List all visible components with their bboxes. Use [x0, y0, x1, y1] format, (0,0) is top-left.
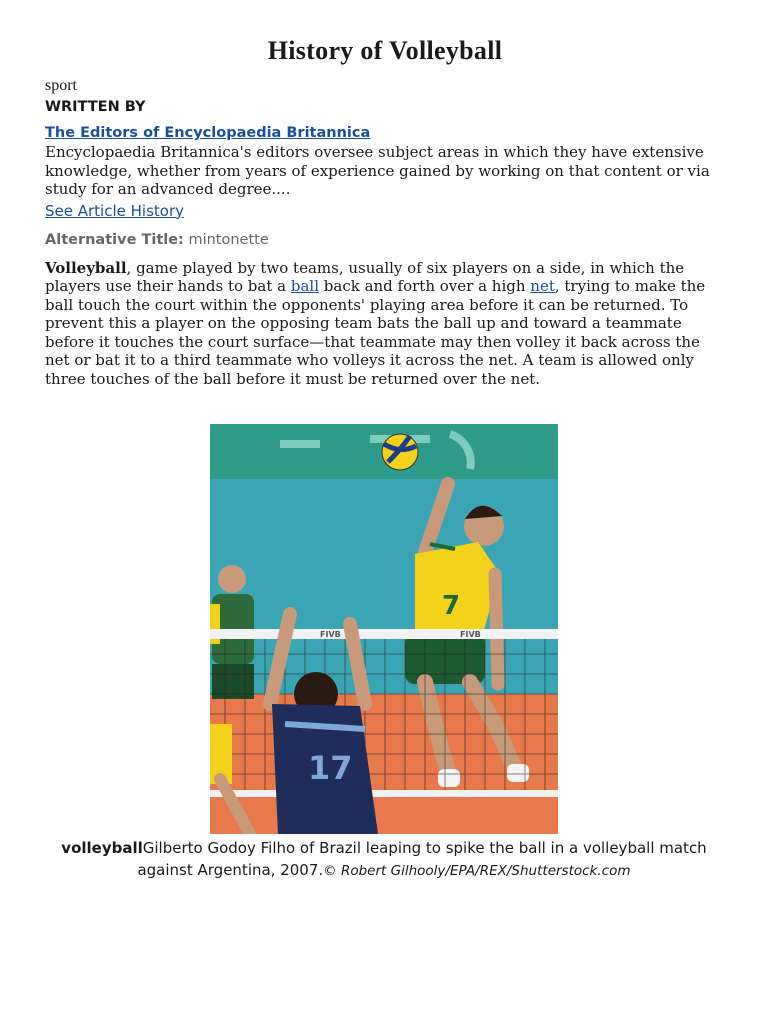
body-text-3: , trying to make the ball touch the court within the opponents' playing area before it can be returned. To prevent this a player on the opposing team bats the ball up and toward a teammate before it touches the court surface—that teammate may then volley it back across the net or bat it to a third teammate who volleys it across the net. A team is allowed only three touches of the ball before it must be returned over the net. — [45, 277, 706, 388]
caption-label: volleyball — [61, 839, 143, 857]
photo-credit: © Robert Gilhooly/EPA/REX/Shutterstock.com — [323, 863, 631, 879]
article-history-link[interactable]: See Article History — [45, 201, 184, 220]
category-label: sport — [45, 77, 77, 94]
net-logo-right: FIVB — [460, 630, 481, 639]
court-wall — [210, 479, 558, 699]
author-link[interactable]: The Editors of Encyclopaedia Britannica — [45, 125, 371, 141]
body-text-2: back and forth over a high — [319, 277, 531, 295]
body-text-1: , game played by two teams, usually of six players on a side, in which the players use their hands to bat a — [45, 258, 685, 295]
author-bio: Encyclopaedia Britannica's editors oversee subject areas in which they have extensive knowledge, whether from years of experience gained by working on that content or via study for an advanced degree.... — [45, 143, 710, 198]
page-title: History of Volleyball — [267, 36, 503, 65]
photo-illustration — [210, 424, 558, 834]
alternative-title — [45, 230, 725, 250]
written-by-label: WRITTEN BY — [45, 99, 146, 115]
caption-text: Gilberto Godoy Filho of Brazil leaping to spike the ball in a volleyball match against Argentina, 2007. — [137, 839, 707, 879]
net-logo-left: FIVB — [320, 630, 341, 639]
body-term: Volleyball — [45, 258, 127, 277]
volleyball-icon — [382, 434, 418, 470]
article-body — [45, 259, 725, 389]
photo-caption — [40, 837, 728, 882]
net-link[interactable]: net — [530, 277, 555, 295]
ball-link[interactable]: ball — [290, 277, 319, 295]
front-jersey-number: 7 — [442, 591, 461, 621]
volleyball-photo[interactable] — [210, 424, 558, 834]
alternative-title-label: Alternative Title: — [45, 231, 184, 248]
back-jersey-number: 17 — [308, 749, 353, 787]
article — [45, 36, 725, 388]
alternative-title-value: mintonette — [188, 231, 269, 248]
